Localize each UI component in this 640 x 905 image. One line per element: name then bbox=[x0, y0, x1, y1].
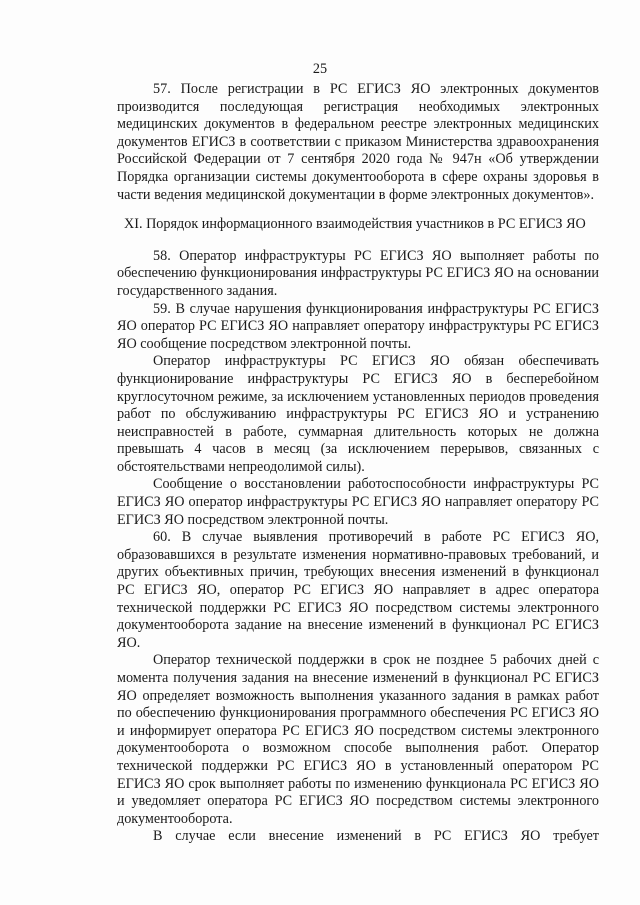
paragraph-59: 59. В случае нарушения функционирования инфраструктуры РС ЕГИСЗ ЯО оператор РС ЕГИСЗ ЯО направляет оператору инфраструктуры РС ЕГИСЗ ЯО сообщение посредством электронной почты. bbox=[117, 300, 599, 352]
paragraph-60: 60. В случае выявления противоречий в работе РС ЕГИСЗ ЯО, образовавшихся в результате изменения нормативно-правовых требований, и других объективных причин, требующих внесения изменений в функционал РС ЕГИСЗ ЯО, оператор РС ЕГИСЗ ЯО направляет в адрес оператора технической поддержки РС ЕГИСЗ ЯО посредством системы электронного документооборота задание на внесение изменений в функционал РС ЕГИСЗ ЯО. bbox=[117, 529, 599, 651]
paragraph-59-restoration-message: Сообщение о восстановлении работоспособности инфраструктуры РС ЕГИСЗ ЯО оператор инфраструктуры РС ЕГИСЗ ЯО направляет оператору РС ЕГИСЗ ЯО посредством электронной почты. bbox=[117, 476, 599, 528]
page-number: 25 bbox=[312, 61, 328, 77]
paragraph-60-changes: В случае если внесение изменений в РС ЕГИСЗ ЯО требует bbox=[153, 828, 599, 845]
paragraph-57: 57. После регистрации в РС ЕГИСЗ ЯО электронных документов производится последующая регистрация необходимых электронных медицинских документов в федеральном реестре электронных медицинских документов ЕГИСЗ в соответствии с приказом Министерства здравоохранения Российской Федерации от 7 сентября 2020 года № 947н «Об утверждении Порядка организации системы документооборота в сфере охраны здоровья в части ведения медицинской документации в форме электронных документов». bbox=[117, 81, 599, 203]
paragraph-59-infrastructure-duty: Оператор инфраструктуры РС ЕГИСЗ ЯО обязан обеспечивать функционирование инфраструктуры РС ЕГИСЗ ЯО в бесперебойном круглосуточном режиме, за исключением установленных периодов проведения работ по обслуживанию инфраструктуры РС ЕГИСЗ ЯО и устранению неисправностей в работе, суммарная длительность которых не должна превышать 4 часов в месяц (за исключением перерывов, связанных с обстоятельствами непреодолимой силы). bbox=[117, 353, 599, 475]
paragraph-60-support-operator: Оператор технической поддержки в срок не позднее 5 рабочих дней с момента получения задания на внесение изменений в функционал РС ЕГИСЗ ЯО определяет возможность выполнения указанного задания в рамках работ по обеспечению функционирования программного обеспечения РС ЕГИСЗ ЯО и информирует оператора РС ЕГИСЗ ЯО посредством системы электронного документооборота о возможном способе выполнения работ. Оператор технической поддержки РС ЕГИСЗ ЯО в установленный оператором РС ЕГИСЗ ЯО срок выполняет работы по изменению функционала РС ЕГИСЗ ЯО и уведомляет оператора РС ЕГИСЗ ЯО посредством системы электронного документооборота. bbox=[117, 652, 599, 827]
paragraph-58: 58. Оператор инфраструктуры РС ЕГИСЗ ЯО выполняет работы по обеспечению функционирования инфраструктуры РС ЕГИСЗ ЯО на основании государственного задания. bbox=[117, 247, 599, 299]
section-heading-xi: XI. Порядок информационного взаимодействия участников в РС ЕГИСЗ ЯО bbox=[124, 216, 586, 233]
document-body bbox=[117, 81, 599, 846]
